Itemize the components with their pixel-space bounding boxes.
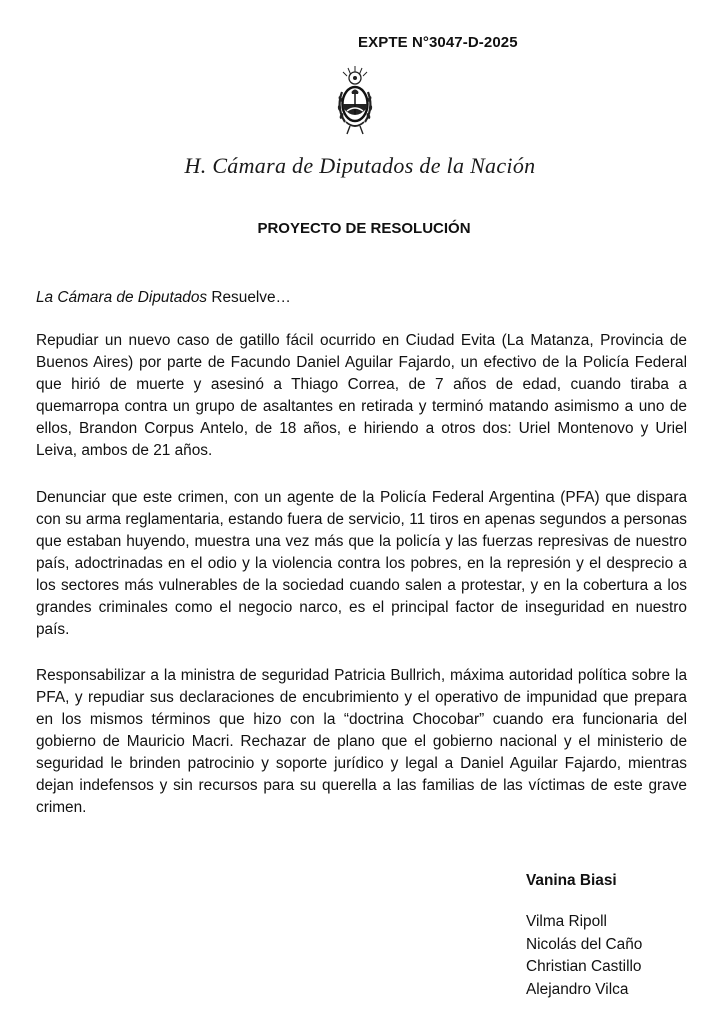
paragraph-hold-responsible: Responsabilizar a la ministra de seguridad Patricia Bullrich, máxima autoridad política sobre la PFA, y repudiar sus declaraciones de encubrimiento y el operativo de impunidad que prepara en los mismos términos que hizo con la “doctrina Chocobar” cuando era funcionaria del gobierno de Mauricio Macri. Rechazar de plano que el gobierno nacional y el ministerio de seguridad le brinden patrocinio y soporte jurídico y legal a Daniel Aguilar Fajardo, mientras dejan indefensos y sin recursos para su querella a las familias de las víctimas de este grave crimen.	[36, 667, 687, 816]
argentina-coat-of-arms-icon	[335, 64, 375, 138]
resolution-intro	[36, 289, 291, 307]
intro-italic: La Cámara de Diputados	[36, 289, 208, 306]
signatories-block	[526, 870, 642, 1001]
expediente-number: EXPTE N°3047-D-2025	[358, 34, 518, 51]
lead-signatory: Vanina Biasi	[526, 872, 617, 889]
paragraph-denounce: Denunciar que este crimen, con un agente de la Policía Federal Argentina (PFA) que dispara con su arma reglamentaria, estando fuera de servicio, 11 tiros en apenas segundos a personas que estaban huyendo, muestra una vez más que la policía y las fuerzas represivas de nuestro país, adoctrinadas en el odio y la violencia contra los pobres, en la represión y el desprecio a los sectores más vulnerables de la sociedad cuando salen a protestar, y en la cobertura a los grandes criminales como el negocio narco, es el principal factor de inseguridad en nuestro país.	[36, 489, 687, 638]
document-title: PROYECTO DE RESOLUCIÓN	[257, 220, 471, 237]
chamber-name: H. Cámara de Diputados de la Nación	[184, 153, 536, 178]
intro-rest: Resuelve…	[207, 289, 291, 306]
cosigner: Alejandro Vilca	[526, 980, 629, 998]
cosigner: Nicolás del Caño	[526, 935, 643, 953]
cosigner: Vilma Ripoll	[526, 913, 607, 930]
cosigner: Christian Castillo	[526, 958, 642, 975]
paragraph-repudiate: Repudiar un nuevo caso de gatillo fácil ocurrido en Ciudad Evita (La Matanza, Provincia de Buenos Aires) por parte de Facundo Daniel Aguilar Fajardo, un efectivo de la Policía Federal que hirió de muerte y asesinó a Thiago Correa, de 7 años de edad, cuando tiraba a quemarropa contra un grupo de asaltantes en retirada y terminó matando asimismo a uno de ellos, Brandon Corpus Antelo, de 18 años, e hiriendo a otros dos: Uriel Montenovo y Uriel Leiva, ambos de 21 años.	[36, 332, 687, 459]
